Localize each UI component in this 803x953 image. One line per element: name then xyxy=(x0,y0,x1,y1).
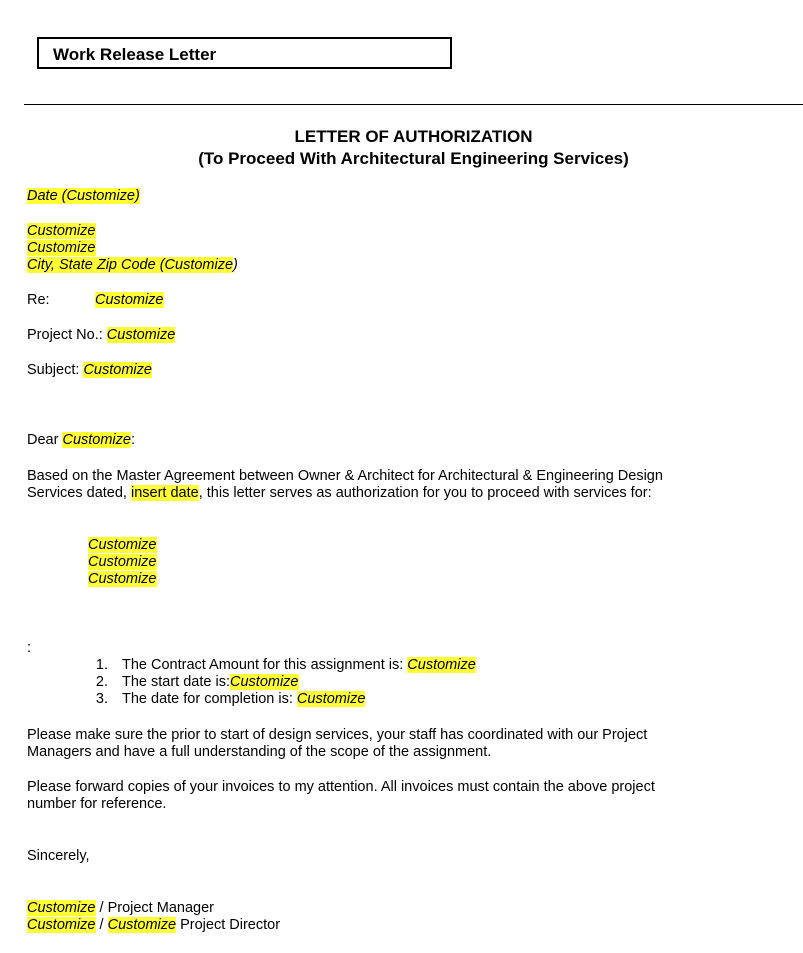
address-placeholder-2: Customize xyxy=(27,240,96,256)
salutation-line xyxy=(27,432,135,449)
horizontal-rule xyxy=(24,104,803,105)
signature-title-2: Project Director xyxy=(176,917,281,933)
project-line xyxy=(27,327,175,344)
service-placeholder-2: Customize xyxy=(88,554,157,570)
service-placeholder-1: Customize xyxy=(88,537,157,553)
re-value-wrap xyxy=(95,292,164,309)
address-placeholder-1: Customize xyxy=(27,223,96,239)
salutation-suffix: : xyxy=(130,432,135,448)
service-placeholder-3: Customize xyxy=(88,571,157,587)
body-paragraph-3-line-1: Please forward copies of your invoices to my attention. All invoices must contain the above project xyxy=(27,779,655,795)
service-item-1 xyxy=(88,537,157,554)
body-paragraph-1-line-1: Based on the Master Agreement between Owner & Architect for Architectural & Engineering Design xyxy=(27,468,663,484)
signature-name-2a: Customize xyxy=(27,917,96,933)
letter-heading: LETTER OF AUTHORIZATION xyxy=(294,127,533,146)
list-number-3: 3. xyxy=(95,691,108,707)
list-number-2: 2. xyxy=(95,674,108,690)
body1-post: , this letter serves as authorization for you to proceed with services for: xyxy=(198,485,652,501)
body-paragraph-2-line-2: Managers and have a full understanding of the scope of the assignment. xyxy=(27,744,492,760)
re-line xyxy=(27,292,50,309)
list-item-1 xyxy=(122,657,476,674)
service-item-2 xyxy=(88,554,157,571)
signature-title-1: / Project Manager xyxy=(95,900,214,916)
list-text-1: The Contract Amount for this assignment is: xyxy=(122,657,404,673)
insert-date-placeholder: insert date xyxy=(130,485,199,501)
stray-colon: : xyxy=(27,640,32,656)
signature-name-2b: Customize xyxy=(107,917,177,933)
subject-line xyxy=(27,362,152,379)
address-line-3 xyxy=(27,257,238,274)
body-paragraph-3-line-2: number for reference. xyxy=(27,796,167,812)
subject-label: Subject: xyxy=(27,362,80,378)
list-text-2: The start date is: xyxy=(122,674,230,690)
date-placeholder: Date (Customize) xyxy=(27,188,140,204)
signature-line-2 xyxy=(27,917,280,934)
address-placeholder-3: City, State Zip Code (Customize xyxy=(27,257,234,273)
letter-subheading: (To Proceed With Architectural Engineering Services) xyxy=(198,149,629,168)
list-item-2 xyxy=(122,674,299,691)
list-item-3 xyxy=(122,691,365,708)
list-number-1: 1. xyxy=(95,657,108,673)
salutation-value: Customize xyxy=(62,432,131,448)
list-value-2: Customize xyxy=(230,674,299,690)
closing: Sincerely, xyxy=(27,848,90,864)
salutation-prefix: Dear xyxy=(27,432,59,448)
body-paragraph-2-line-1: Please make sure the prior to start of design services, your staff has coordinated with our Project xyxy=(27,727,648,743)
document-title: Work Release Letter xyxy=(53,45,217,64)
title-box xyxy=(37,37,452,69)
signature-separator: / xyxy=(95,917,108,933)
list-text-3: The date for completion is: xyxy=(122,691,293,707)
list-value-3: Customize xyxy=(296,691,366,707)
subject-value: Customize xyxy=(83,362,152,378)
date-line xyxy=(27,188,140,205)
re-label: Re: xyxy=(27,292,50,308)
address-line-1 xyxy=(27,223,96,240)
signature-line-1 xyxy=(27,900,214,917)
signature-name-1: Customize xyxy=(27,900,96,916)
body-paragraph-1-line-2 xyxy=(27,485,652,502)
body1-pre: Services dated, xyxy=(27,485,127,501)
list-value-1: Customize xyxy=(407,657,476,673)
address-line-2 xyxy=(27,240,96,257)
project-label: Project No.: xyxy=(27,327,103,343)
address-line-3-tail: ) xyxy=(233,257,238,273)
service-item-3 xyxy=(88,571,157,588)
re-value: Customize xyxy=(95,292,164,308)
project-value: Customize xyxy=(106,327,176,343)
